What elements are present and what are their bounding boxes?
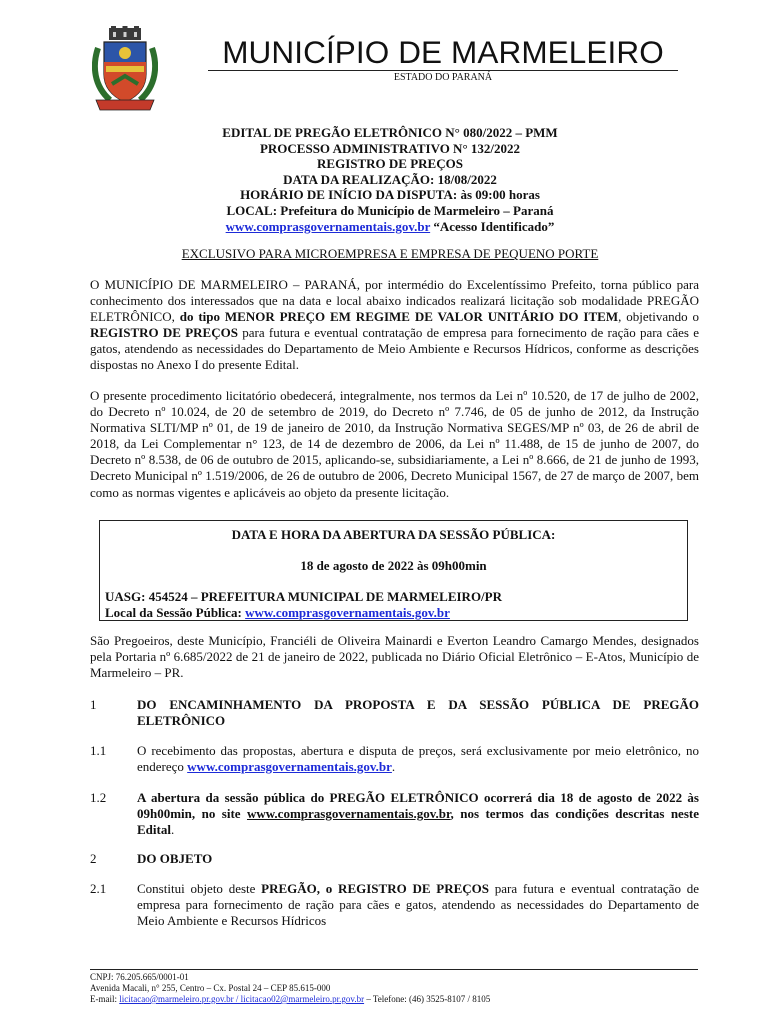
realization-date: DATA DA REALIZAÇÃO: 18/08/2022 [283, 171, 497, 187]
section-number: 1.2 [90, 790, 107, 805]
section-text-part: , nos termos das condições descritas neste Edital [137, 806, 699, 838]
header-divider [208, 70, 678, 71]
intro-paragraph [90, 277, 699, 374]
footer-phone: – Telefone: (46) 3525-8107 / 8105 [364, 994, 491, 1004]
section-text-part: . [170, 822, 175, 838]
intro-text: O MUNICÍPIO DE MARMELEIRO – PARANÁ, por intermédio do Excelentíssimo Prefeito, torna público para conhecimento dos interessados que na data e local abaixo indicados realizará licitação sob modalidade PREGÃO ELETRÔNICO, [90, 277, 699, 325]
process-number: PROCESSO ADMINISTRATIVO N° 132/2022 [259, 140, 521, 156]
session-location-link[interactable]: www.comprasgovernamentais.gov.br [245, 605, 450, 620]
intro-text: para futura e eventual contratação de empresa para fornecimento de ração para cães e gatos, atendendo as necessidades do Departamento de Meio Ambiente e Recursos Hídricos, conforme as descrições dispostas no Anexo I do presente Edital. [90, 325, 700, 373]
section-text-part: A abertura da sessão pública do PREGÃO ELETRÔNICO ocorrerá dia 18 de agosto de 2022 às 09h00min, no site [137, 790, 699, 822]
section-text-part: O recebimento das propostas, abertura e disputa de preços, será exclusivamente por meio eletrônico, no endereço [137, 743, 699, 775]
footer-divider [90, 969, 698, 970]
section-text-part: para futura e eventual contratação de empresa para fornecimento de ração para cães e gatos, atendendo as necessidades do Departamento de Meio Ambiente e Recursos Hídricos [137, 881, 699, 929]
pregoeiros-paragraph: São Pregoeiros, deste Município, Franciéli de Oliveira Mainardi e Everton Leandro Camargo Mendes, designados pela Portaria nº 6.685/2022 de 21 de janeiro de 2022, publicada no Diário Oficial Eletrônico – E-Atos, Município de Marmeleiro – PR. [90, 633, 699, 681]
portal-line [90, 219, 690, 235]
footer-email-links[interactable]: licitacao@marmeleiro.pr.gov.br / licitacao02@marmeleiro.pr.gov.br [119, 994, 365, 1004]
portal-link[interactable]: www.comprasgovernamentais.gov.br [225, 218, 431, 234]
session-location-label: Local da Sessão Pública: [105, 605, 246, 620]
section-number: 1 [90, 697, 97, 712]
edital-title-block [90, 125, 690, 234]
section-title: DO OBJETO [137, 851, 213, 866]
edital-number: EDITAL DE PREGÃO ELETRÔNICO N° 080/2022 – PMM [222, 125, 558, 140]
section-site: www.comprasgovernamentais.gov.br [246, 806, 451, 822]
state-subtitle: ESTADO DO PARANÁ [393, 72, 493, 83]
session-location-line [105, 605, 450, 621]
footer-email-label: E-mail: [90, 994, 120, 1004]
legal-basis-paragraph: O presente procedimento licitatório obedecerá, integralmente, nos termos da Lei nº 10.520, de 17 de julho de 2002, do Decreto nº 10.024, de 20 de setembro de 2019, do Decreto nº 7.746, de 05 de junho de 2012, da Instrução Normativa SLTI/MP nº 01, de 19 de janeiro de 2010, da Instrução Normativa SEGES/MP nº 03, de 26 de abril de 2018, da Lei Complementar n° 123, de 14 de dezembro de 2006, da Lei nº 11.488, de 15 de junho de 2007, do Decreto nº 8.538, de 06 de outubro de 2015, aplicando-se, subsidiariamente, a Lei nº 8.666, de 21 de junho de 1993, Decreto Municipal nº 1.519/2006, de 26 de outubro de 2006, Decreto Municipal 1567, de 27 de março de 2007, bem como as normas vigentes e aplicáveis ao objeto da presente licitação. [90, 388, 699, 500]
dispute-start-time: HORÁRIO DE INÍCIO DA DISPUTA: às 09:00 horas [240, 187, 540, 203]
session-info-box [99, 520, 688, 621]
section-text [137, 881, 699, 929]
section-text-bold: PREGÃO, o REGISTRO DE PREÇOS [261, 881, 490, 896]
footer-contact [90, 994, 490, 1005]
section-title: DO ENCAMINHAMENTO DA PROPOSTA E DA SESSÃO PÚBLICA DE PREGÃO ELETRÔNICO [137, 697, 699, 729]
access-note: “Acesso Identificado” [430, 218, 555, 234]
location: LOCAL: Prefeitura do Município de Marmeleiro – Paraná [226, 202, 554, 218]
section-text [137, 743, 699, 775]
footer [90, 972, 490, 1005]
exclusive-notice: EXCLUSIVO PARA MICROEMPRESA E EMPRESA DE PEQUENO PORTE [181, 246, 599, 261]
section-number: 1.1 [90, 743, 107, 758]
intro-text: , objetivando o [618, 309, 699, 325]
session-heading: DATA E HORA DA ABERTURA DA SESSÃO PÚBLICA: [231, 527, 556, 542]
municipal-coat-of-arms-icon [92, 26, 158, 112]
section-text [137, 790, 699, 838]
section-text-part: Constitui objeto deste [137, 881, 262, 896]
session-date: 18 de agosto de 2022 às 09h00min [300, 558, 487, 573]
price-registry: REGISTRO DE PREÇOS [317, 156, 463, 172]
municipality-title: MUNICÍPIO DE MARMELEIRO [222, 34, 664, 70]
intro-bold-type: do tipo MENOR PREÇO EM REGIME DE VALOR UNITÁRIO DO ITEM [179, 309, 619, 325]
uasg-line: UASG: 454524 – PREFEITURA MUNICIPAL DE MARMELEIRO/PR [105, 589, 502, 604]
footer-address: Avenida Macali, n° 255, Centro – Cx. Postal 24 – CEP 85.615-000 [90, 983, 331, 993]
comprasgov-link[interactable]: www.comprasgovernamentais.gov.br [187, 759, 392, 775]
section-text-part: . [391, 759, 396, 775]
footer-cnpj: CNPJ: 76.205.665/0001-01 [90, 972, 189, 982]
intro-bold-registry: REGISTRO DE PREÇOS [90, 325, 238, 341]
section-number: 2.1 [90, 881, 107, 896]
section-number: 2 [90, 851, 97, 866]
